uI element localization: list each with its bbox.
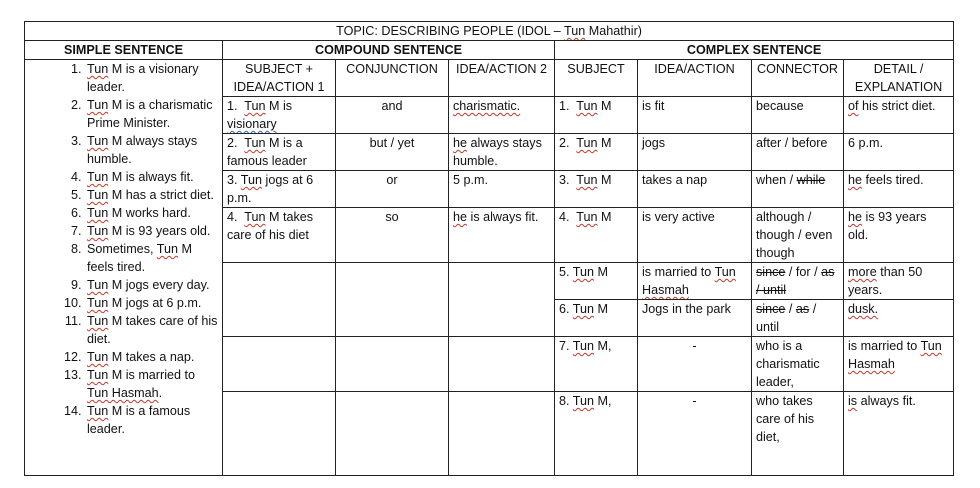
complex-detail-7: is married to Tun Hasmah bbox=[844, 337, 954, 392]
compound-subject-3: 3. Tun jogs at 6 p.m. bbox=[223, 171, 336, 208]
header-complex-sentence: COMPLEX SENTENCE bbox=[555, 41, 954, 60]
list-item: 13. Tun M is married to Tun Hasmah. bbox=[85, 366, 218, 402]
complex-idea-8: - bbox=[638, 392, 752, 476]
list-item: 8. Sometimes, Tun M feels tired. bbox=[85, 240, 218, 276]
complex-subject-3: 3. Tun M bbox=[555, 171, 638, 208]
compound-idea2-4: he is always fit. bbox=[449, 208, 555, 263]
complex-connector-7: who is a charismatic leader, bbox=[752, 337, 844, 392]
complex-idea-7: - bbox=[638, 337, 752, 392]
compound-empty-cell bbox=[336, 392, 449, 476]
header-compound-sentence: COMPOUND SENTENCE bbox=[223, 41, 555, 60]
subheader-subject: SUBJECT bbox=[555, 60, 638, 97]
compound-subject-4: 4. Tun M takes care of his diet bbox=[223, 208, 336, 263]
list-item: 12. Tun M takes a nap. bbox=[85, 348, 218, 366]
subheader-idea-action2: IDEA/ACTION 2 bbox=[449, 60, 555, 97]
complex-idea-6: Jogs in the park bbox=[638, 300, 752, 337]
simple-sentence-list-cell bbox=[25, 60, 223, 476]
simple-sentence-list bbox=[29, 60, 218, 438]
complex-connector-5: since / for / as / until bbox=[752, 263, 844, 300]
subheader-idea-action: IDEA/ACTION bbox=[638, 60, 752, 97]
complex-subject-4: 4. Tun M bbox=[555, 208, 638, 263]
header-simple-sentence: SIMPLE SENTENCE bbox=[25, 41, 223, 60]
subheader-subject-idea1: SUBJECT + IDEA/ACTION 1 bbox=[223, 60, 336, 97]
complex-connector-8: who takes care of his diet, bbox=[752, 392, 844, 476]
complex-subject-5: 5. Tun M bbox=[555, 263, 638, 300]
complex-idea-5: is married to Tun Hasmah bbox=[638, 263, 752, 300]
complex-subject-1: 1. Tun M bbox=[555, 97, 638, 134]
compound-idea2-1: charismatic. bbox=[449, 97, 555, 134]
complex-connector-3: when / while bbox=[752, 171, 844, 208]
compound-conjunction-1: and bbox=[336, 97, 449, 134]
subheader-conjunction: CONJUNCTION bbox=[336, 60, 449, 97]
complex-connector-4: although / though / even though bbox=[752, 208, 844, 263]
compound-empty-cell bbox=[336, 263, 449, 337]
compound-idea2-3: 5 p.m. bbox=[449, 171, 555, 208]
list-item: 7. Tun M is 93 years old. bbox=[85, 222, 218, 240]
topic-title: TOPIC: DESCRIBING PEOPLE (IDOL – Tun Mahathir) bbox=[25, 22, 954, 41]
list-item: 9. Tun M jogs every day. bbox=[85, 276, 218, 294]
document bbox=[24, 21, 953, 476]
complex-subject-7: 7. Tun M, bbox=[555, 337, 638, 392]
compound-empty-cell bbox=[449, 392, 555, 476]
compound-subject-1: 1. Tun M is visionary bbox=[223, 97, 336, 134]
compound-empty-cell bbox=[449, 263, 555, 337]
compound-empty-cell bbox=[336, 337, 449, 392]
subheader-connector: CONNECTOR bbox=[752, 60, 844, 97]
complex-subject-6: 6. Tun M bbox=[555, 300, 638, 337]
list-item: 11. Tun M takes care of his diet. bbox=[85, 312, 218, 348]
complex-connector-2: after / before bbox=[752, 134, 844, 171]
complex-idea-3: takes a nap bbox=[638, 171, 752, 208]
sentence-table bbox=[24, 21, 954, 476]
complex-detail-2: 6 p.m. bbox=[844, 134, 954, 171]
compound-empty-cell bbox=[223, 337, 336, 392]
complex-detail-8: is always fit. bbox=[844, 392, 954, 476]
compound-empty-cell bbox=[223, 392, 336, 476]
list-item: 2. Tun M is a charismatic Prime Minister. bbox=[85, 96, 218, 132]
complex-connector-6: since / as / until bbox=[752, 300, 844, 337]
complex-idea-1: is fit bbox=[638, 97, 752, 134]
list-item: 1. Tun M is a visionary leader. bbox=[85, 60, 218, 96]
list-item: 3. Tun M always stays humble. bbox=[85, 132, 218, 168]
complex-detail-4: he is 93 years old. bbox=[844, 208, 954, 263]
compound-conjunction-4: so bbox=[336, 208, 449, 263]
compound-conjunction-3: or bbox=[336, 171, 449, 208]
list-item: 4. Tun M is always fit. bbox=[85, 168, 218, 186]
list-item: 5. Tun M has a strict diet. bbox=[85, 186, 218, 204]
complex-idea-4: is very active bbox=[638, 208, 752, 263]
list-item: 10. Tun M jogs at 6 p.m. bbox=[85, 294, 218, 312]
compound-idea2-2: he always stays humble. bbox=[449, 134, 555, 171]
compound-subject-2: 2. Tun M is a famous leader bbox=[223, 134, 336, 171]
complex-subject-2: 2. Tun M bbox=[555, 134, 638, 171]
complex-subject-8: 8. Tun M, bbox=[555, 392, 638, 476]
complex-idea-2: jogs bbox=[638, 134, 752, 171]
compound-empty-cell bbox=[223, 263, 336, 337]
compound-conjunction-2: but / yet bbox=[336, 134, 449, 171]
list-item: 14. Tun M is a famous leader. bbox=[85, 402, 218, 438]
compound-empty-cell bbox=[449, 337, 555, 392]
complex-detail-6: dusk. bbox=[844, 300, 954, 337]
complex-detail-5: more than 50 years. bbox=[844, 263, 954, 300]
complex-connector-1: because bbox=[752, 97, 844, 134]
complex-detail-1: of his strict diet. bbox=[844, 97, 954, 134]
complex-detail-3: he feels tired. bbox=[844, 171, 954, 208]
subheader-detail: DETAIL / EXPLANATION bbox=[844, 60, 954, 97]
list-item: 6. Tun M works hard. bbox=[85, 204, 218, 222]
